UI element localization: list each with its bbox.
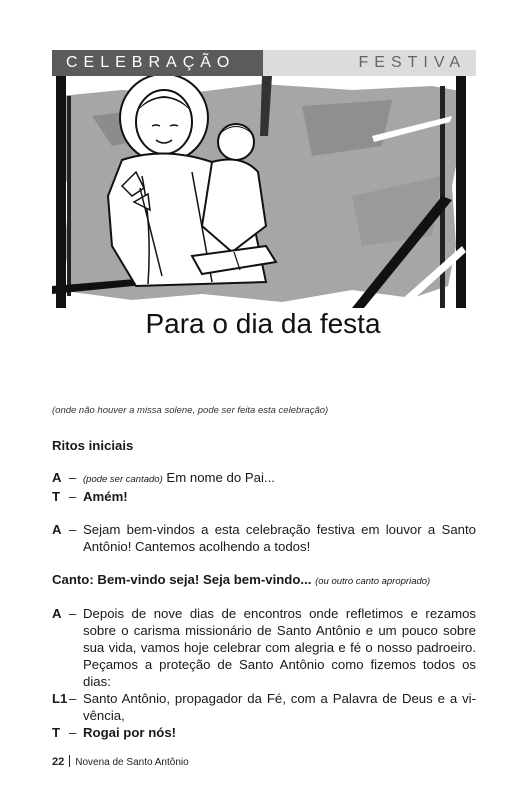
dialogue-line — [52, 605, 476, 690]
child-head — [218, 124, 254, 160]
line-text: Em nome do Pai... — [166, 470, 275, 485]
dialogue-line — [52, 469, 476, 488]
bamboo-left — [56, 76, 66, 308]
canto-note: (ou outro canto apropriado) — [315, 576, 431, 587]
dash: – — [69, 691, 77, 706]
intro-note: (onde não houver a missa solene, pode ser feita esta celebração) — [52, 405, 329, 416]
saint-head — [136, 90, 192, 154]
speaker-label: A — [52, 470, 62, 485]
bamboo-right — [456, 76, 466, 308]
footer-divider — [69, 755, 70, 767]
dash: – — [69, 522, 77, 537]
celebration-text — [52, 402, 476, 741]
dialogue-text: Depois de nove dias de encontros onde refletimos e rezamos sobre o carisma missionário de Santo Antônio e um pouco sobre sua vida, vamos hoje celebrar com alegria e fé o nosso padroeiro. Peçamos a proteção de Santo Antônio como fizemos todos os dias: — [83, 606, 476, 689]
speaker-label: T — [52, 489, 61, 504]
dash: – — [69, 725, 77, 740]
speaker-label: A — [52, 522, 62, 537]
dash: – — [69, 470, 77, 485]
dash: – — [69, 606, 77, 621]
dialogue-text: Amém! — [83, 489, 128, 504]
saint-anthony-illustration — [52, 76, 476, 308]
dialogue-text: Rogai por nós! — [83, 725, 177, 740]
dialogue-line — [52, 488, 476, 505]
header-celebracao: CELEBRAÇÃO — [52, 50, 263, 76]
speaker-label: T — [52, 725, 61, 740]
speaker-label: A — [52, 606, 62, 621]
canto-heading — [52, 571, 476, 590]
rubric-note: (pode ser cantado) — [83, 474, 163, 485]
page-title: Para o dia da festa — [145, 308, 381, 339]
page-footer — [52, 755, 189, 768]
dialogue-line — [52, 724, 476, 741]
book-title: Novena de Santo Antônio — [75, 757, 189, 768]
page-number: 22 — [52, 756, 65, 768]
dash: – — [69, 489, 77, 504]
dialogue-text — [83, 469, 476, 488]
canto-title: Canto: Bem-vindo seja! Seja bem-vindo... — [52, 572, 312, 587]
dialogue-line — [52, 690, 476, 724]
page-header — [52, 50, 476, 76]
speaker-label: L1 — [52, 691, 68, 706]
section-heading: Ritos iniciais — [52, 438, 134, 453]
dialogue-text: Santo Antônio, propagador da Fé, com a Palavra de Deus e a vi-vência, — [83, 691, 476, 723]
dialogue-text: Sejam bem-vindos a esta celebração festiva em louvor a Santo Antônio! Cantemos acolhendo a todos! — [83, 522, 476, 554]
dialogue-line — [52, 521, 476, 555]
header-festiva: FESTIVA — [263, 50, 476, 76]
